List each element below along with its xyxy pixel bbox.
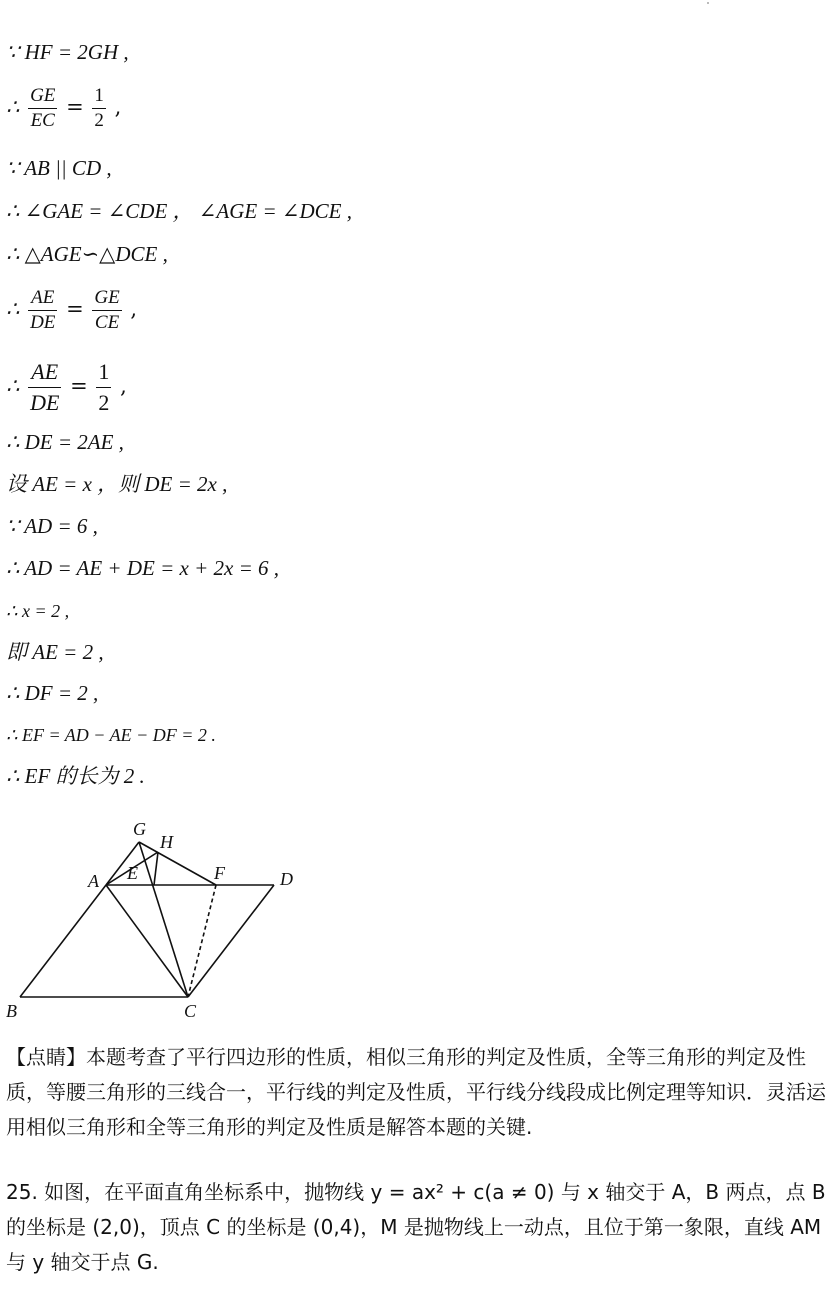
solution-line-5: ∴ △AGE∽△DCE , [6, 242, 168, 266]
label-e: E [127, 863, 138, 883]
equals-sign: = [70, 374, 88, 398]
segment-fc-dashed [188, 885, 216, 997]
geometry-figure [0, 815, 320, 1030]
segment-cd [188, 885, 274, 997]
equals-sign: = [66, 95, 84, 119]
solution-line-15: ∴ EF = AD − AE − DF = 2 . [6, 725, 216, 745]
solution-line-16: ∴ EF 的长为 2 . [6, 764, 145, 788]
numerator: AE [28, 357, 61, 388]
solution-line-1: ∵ HF = 2GH , [6, 40, 129, 64]
comma: , [114, 95, 122, 119]
label-c: C [184, 1001, 197, 1021]
denominator: 2 [98, 390, 110, 415]
solution-line-8: ∴ DE = 2AE , [6, 430, 124, 454]
solution-line-2 [6, 84, 121, 133]
solution-line-12: ∴ x = 2 , [6, 601, 70, 621]
solution-line-10: ∵ AD = 6 , [6, 514, 98, 538]
denominator: EC [30, 110, 55, 131]
solution-line-9: 设 AE = x ，则 DE = 2x , [6, 472, 228, 496]
scan-speck [707, 2, 709, 4]
fraction-one-half [92, 84, 106, 133]
comma: , [130, 297, 138, 321]
therefore-symbol: ∴ [6, 95, 20, 119]
solution-line-4: ∴ ∠GAE = ∠CDE ， ∠AGE = ∠DCE , [6, 199, 352, 223]
denominator: 2 [94, 110, 104, 131]
fraction-ae-de-large [28, 357, 61, 418]
fraction-one-half-large [96, 357, 111, 418]
solution-line-6 [6, 286, 137, 335]
segment-he [154, 852, 158, 885]
label-b: B [6, 1001, 17, 1021]
denominator: DE [30, 312, 56, 333]
numerator: GE [92, 286, 121, 311]
numerator: 1 [96, 357, 111, 388]
solution-line-7 [6, 357, 127, 418]
therefore-symbol: ∴ [6, 374, 20, 398]
fraction-ge-ec [28, 84, 57, 133]
label-h: H [160, 832, 173, 852]
equals-sign: = [66, 297, 84, 321]
therefore-symbol: ∴ [6, 297, 20, 321]
label-f: F [214, 863, 225, 883]
comment-paragraph: 【点睛】本题考查了平行四边形的性质，相似三角形的判定及性质，全等三角形的判定及性质，等腰三角形的三线合一，平行线的判定及性质，平行线分线段成比例定理等知识．灵活运用相似三角形和全等三角形的判定及性质是解答本题的关键. [6, 1045, 826, 1139]
label-g: G [133, 819, 146, 839]
solution-line-14: ∴ DF = 2 , [6, 681, 99, 705]
segment-ac [106, 885, 188, 997]
solution-line-3: ∵ AB || CD , [6, 156, 112, 180]
segment-ab [20, 885, 106, 997]
numerator: GE [28, 84, 57, 109]
numerator: AE [28, 286, 57, 311]
denominator: DE [30, 390, 60, 415]
solution-line-13: 即 AE = 2 , [6, 640, 104, 664]
fraction-ge-ce [92, 286, 121, 335]
label-d: D [280, 869, 293, 889]
fraction-ae-de [28, 286, 57, 335]
comma: , [120, 374, 127, 398]
label-a: A [88, 871, 99, 891]
problem-25-paragraph: 25. 如图，在平面直角坐标系中，抛物线 y = ax² + c(a ≠ 0) 与 x 轴交于 A，B 两点，点 B 的坐标是 (2,0)，顶点 C 的坐标是 (0,4)，M 是抛物线上一动点，且位于第一象限，直线 AM 与 y 轴交于点 G. [6, 1180, 826, 1274]
denominator: CE [94, 312, 120, 333]
solution-line-11: ∴ AD = AE + DE = x + 2x = 6 , [6, 556, 279, 580]
numerator: 1 [92, 84, 106, 109]
